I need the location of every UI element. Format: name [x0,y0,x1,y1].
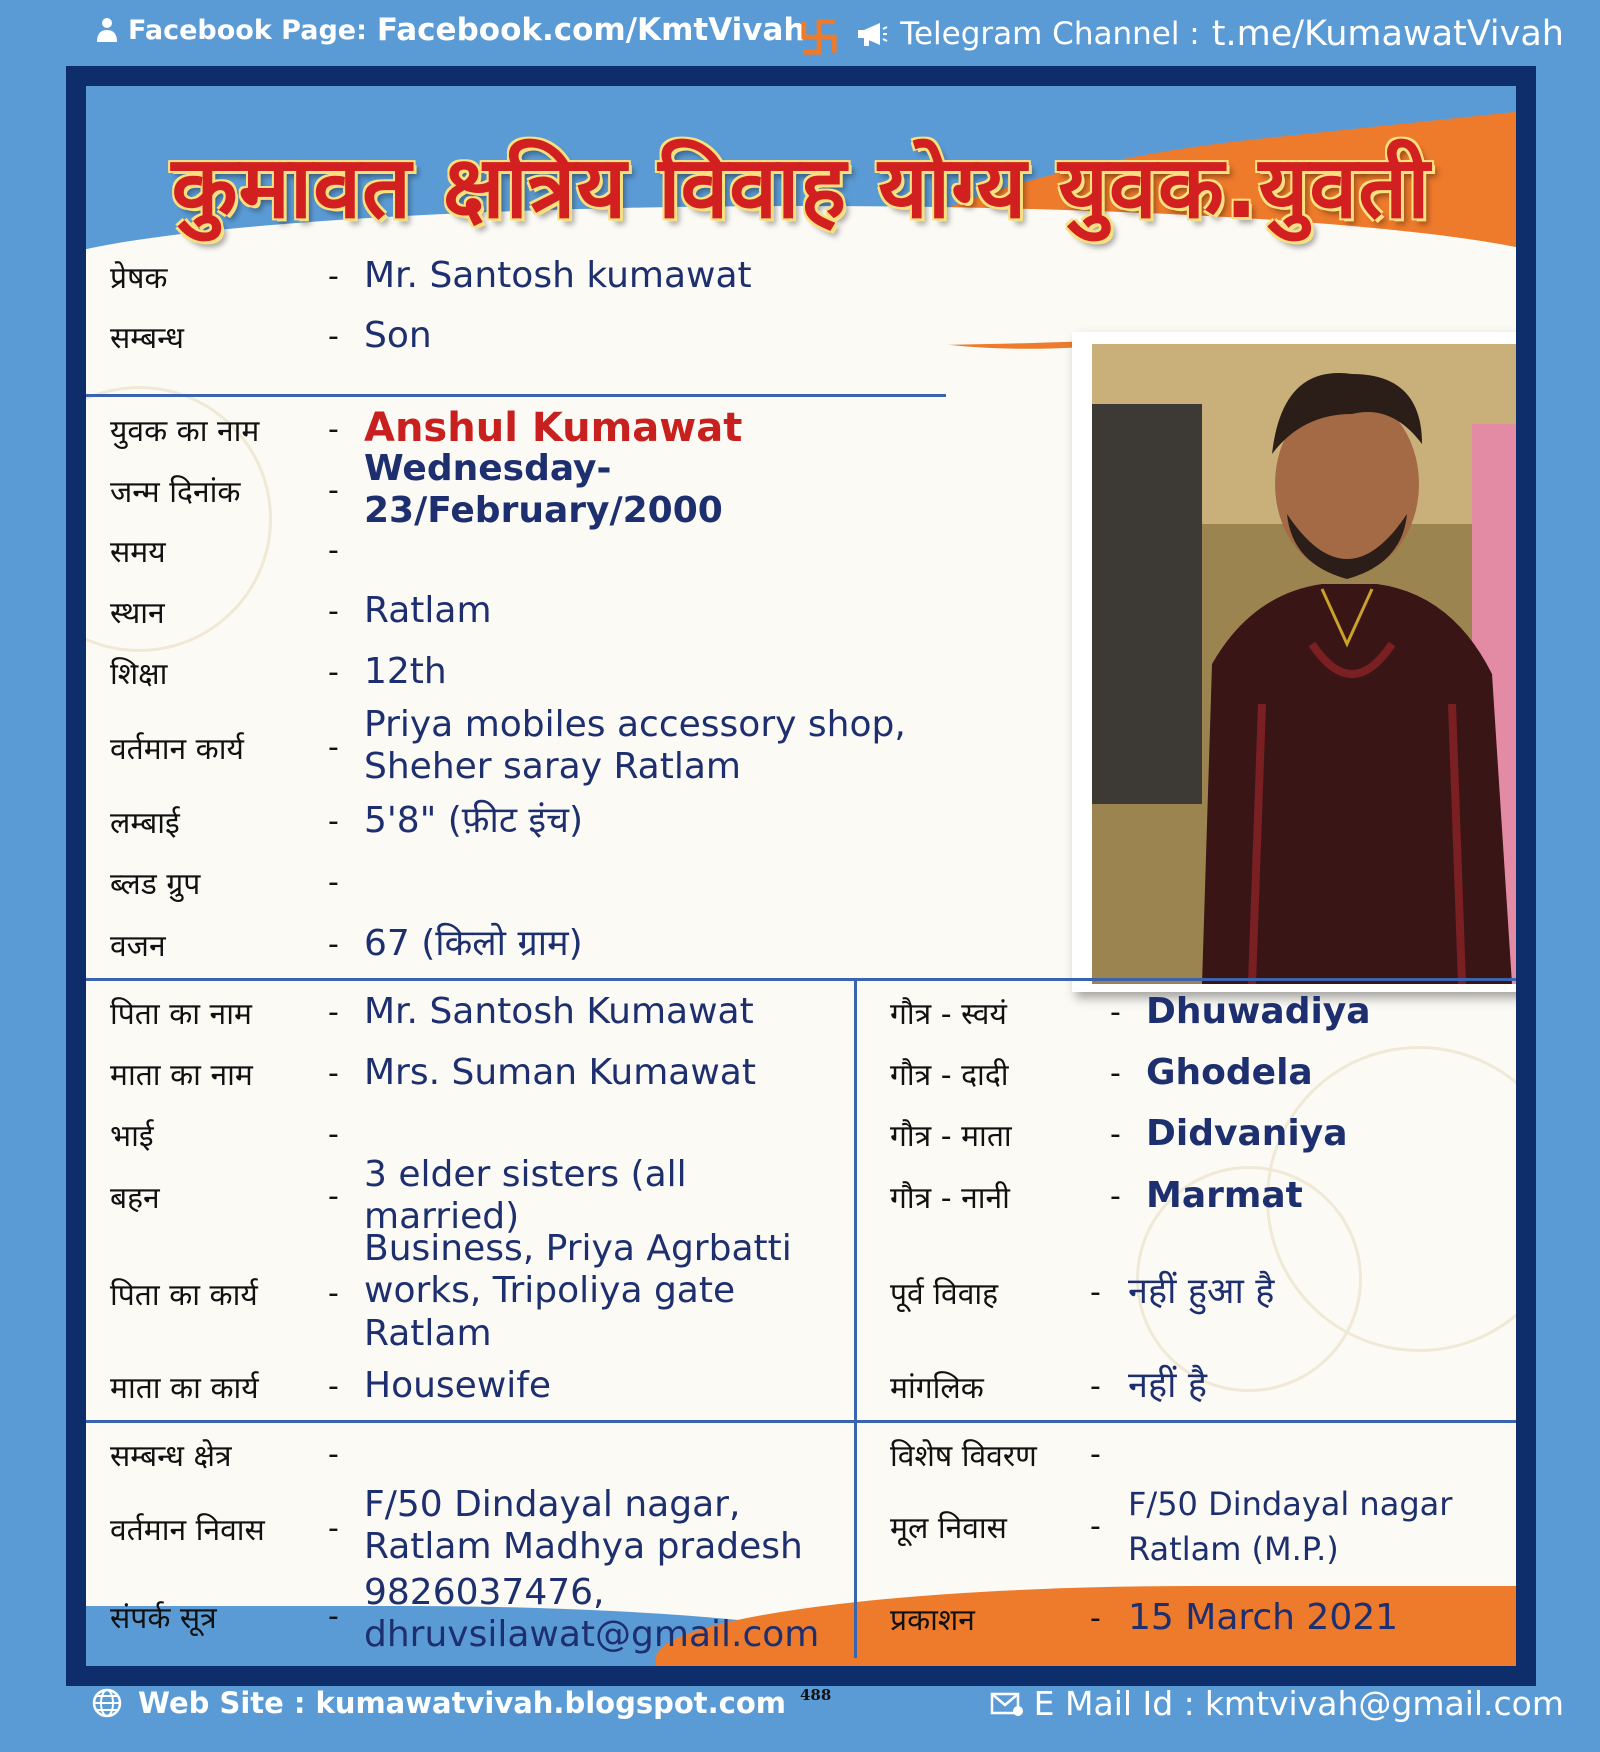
row-mother-occupation: माता का कार्य - Housewife [110,1364,552,1406]
value-mother-occupation: Housewife [364,1364,552,1406]
row-current-residence: वर्तमान निवास - F/50 Dindayal nagar, Ratlam Madhya pradesh [110,1484,803,1568]
label-relation: सम्बन्ध [110,320,184,356]
label-native-place: मूल निवास [890,1510,1007,1546]
label-brothers: भाई [110,1118,154,1154]
label-weight: वजन [110,928,166,964]
row-sisters: बहन - 3 elder sisters (all married) [110,1174,830,1218]
label-mother-occupation: माता का कार्य [110,1370,259,1406]
mail-icon [990,1691,1024,1717]
row-previous-marriage: पूर्व विवाह - नहीं हुआ है [890,1270,1275,1312]
value-birth-place: Ratlam [364,589,492,631]
contact-email[interactable]: dhruvsilawat@gmail.com [364,1614,820,1656]
telegram-channel-info [856,14,1564,54]
megaphone-icon [856,21,888,47]
row-mother-name: माता का नाम - Mrs. Suman Kumawat [110,1051,756,1093]
value-gotra-maternal-grandmother: Marmat [1146,1174,1303,1216]
value-sender: Mr. Santosh kumawat [364,254,752,296]
website-link[interactable]: kumawatvivah.blogspot.com [315,1686,786,1720]
label-blood-group: ब्लड ग्रुप [110,866,201,902]
top-header-bar [0,0,1600,70]
value-weight: 67 (किलो ग्राम) [364,922,583,964]
person-silhouette-icon [1092,344,1516,984]
value-sisters: 3 elder sisters (all married) [364,1153,687,1237]
value-occupation: Priya mobiles accessory shop, Sheher saray Ratlam [364,704,906,788]
website-label: Web Site : [138,1686,306,1720]
row-weight: वजन - 67 (किलो ग्राम) [110,922,583,964]
row-contact: संपर्क सूत्र - 9826037476, dhruvsilawat@gmail.com [110,1572,820,1656]
value-father-occupation: Business, Priya Agrbatti works, Tripoliya gate Ratlam [364,1228,792,1354]
section-divider [86,394,946,397]
row-relation: सम्बन्ध - Son [110,314,432,356]
contact-phone[interactable]: 9826037476, [364,1572,605,1613]
label-gotra-self: गौत्र - स्वयं [890,996,1007,1032]
value-previous-marriage: नहीं हुआ है [1128,1270,1275,1312]
section-divider [86,978,1516,981]
row-education: शिक्षा - 12th [110,650,447,692]
label-education: शिक्षा [110,656,168,692]
value-current-residence: F/50 Dindayal nagar, Ratlam Madhya pradesh [364,1484,803,1568]
candidate-photo-frame [1072,332,1516,992]
label-groom-name: युवक का नाम [110,413,260,449]
value-groom-name: Anshul Kumawat [364,405,743,452]
row-native-place: मूल निवास - F/50 Dindayal nagar Ratlam (M.P.) [890,1482,1490,1570]
value-height: 5'8" (फ़ीट इंच) [364,799,584,841]
website-info [92,1686,786,1720]
email-link[interactable]: kmtvivah@gmail.com [1204,1684,1564,1723]
row-gotra-mother: गौत्र - माता - Didvaniya [890,1112,1348,1154]
row-occupation: वर्तमान कार्य - Priya mobiles accessory shop, Sheher saray Ratlam [110,704,906,788]
row-father-name: पिता का नाम - Mr. Santosh Kumawat [110,990,754,1032]
label-father-occupation: पिता का कार्य [110,1277,258,1313]
row-brothers: भाई - [110,1112,830,1156]
row-birth-date: जन्म दिनांक - Wednesday-23/February/2000 [110,468,910,512]
facebook-page-info [96,12,805,48]
row-special-details: विशेष विवरण - [890,1432,1490,1476]
label-gotra-mother: गौत्र - माता [890,1118,1012,1154]
value-manglik: नहीं है [1128,1364,1207,1406]
value-gotra-self: Dhuwadiya [1146,990,1371,1032]
row-groom-name: युवक का नाम - Anshul Kumawat [110,405,743,452]
footer-bar [0,1666,1600,1752]
value-gotra-mother: Didvaniya [1146,1112,1348,1154]
row-birth-time: समय - [110,528,870,572]
label-occupation: वर्तमान कार्य [110,731,244,767]
label-publication: प्रकाशन [890,1602,975,1638]
value-native-place: F/50 Dindayal nagar Ratlam (M.P.) [1128,1485,1453,1568]
label-sender: प्रेषक [110,260,168,296]
label-gotra-maternal-grandmother: गौत्र - नानी [890,1180,1010,1216]
row-gotra-maternal-grandmother: गौत्र - नानी - Marmat [890,1174,1303,1216]
candidate-photo [1092,344,1516,984]
label-father-name: पिता का नाम [110,996,252,1032]
email-info [990,1684,1564,1723]
value-mother-name: Mrs. Suman Kumawat [364,1051,756,1093]
value-relation: Son [364,314,432,356]
label-mother-name: माता का नाम [110,1057,253,1093]
label-sisters: बहन [110,1180,160,1216]
facebook-label: Facebook Page: [128,14,367,46]
value-education: 12th [364,650,447,692]
label-contact: संपर्क सूत्र [110,1600,217,1636]
page-title: कुमावत क्षत्रिय विवाह योग्य युवक.युवती [171,138,1431,238]
row-blood-group: ब्लड ग्रुप - [110,860,870,904]
row-height: लम्बाई - 5'8" (फ़ीट इंच) [110,799,584,841]
row-birth-place: स्थान - Ratlam [110,589,492,631]
row-father-occupation: पिता का कार्य - Business, Priya Agrbatti works, Tripoliya gate Ratlam [110,1228,792,1354]
label-current-residence: वर्तमान निवास [110,1512,265,1548]
value-gotra-grandmother: Ghodela [1146,1051,1313,1093]
row-gotra-grandmother: गौत्र - दादी - Ghodela [890,1051,1313,1093]
row-gotra-self: गौत्र - स्वयं - Dhuwadiya [890,990,1371,1032]
label-height: लम्बाई [110,805,180,841]
swastika-icon [800,18,838,56]
label-birth-place: स्थान [110,595,165,631]
row-sender: प्रेषक - Mr. Santosh kumawat [110,254,752,296]
row-relation-area: सम्बन्ध क्षेत्र - [110,1432,830,1476]
label-previous-marriage: पूर्व विवाह [890,1276,999,1312]
value-birth-date: Wednesday-23/February/2000 [364,447,723,531]
section-divider [86,1420,1516,1423]
telegram-link[interactable]: t.me/KumawatVivah [1211,14,1564,54]
value-publication: 15 March 2021 [1128,1596,1399,1638]
facebook-link[interactable]: Facebook.com/KmtVivah [376,12,806,48]
label-special-details: विशेष विवरण [890,1438,1037,1474]
column-divider [854,978,857,1658]
email-label: E Mail Id : [1033,1684,1195,1723]
label-manglik: मांगलिक [890,1370,984,1406]
page-number: 488 [800,1686,832,1704]
biodata-card [86,86,1516,1666]
label-birth-time: समय [110,534,166,570]
user-icon [96,17,118,43]
value-father-name: Mr. Santosh Kumawat [364,990,754,1032]
label-gotra-grandmother: गौत्र - दादी [890,1057,1009,1093]
telegram-label: Telegram Channel : [900,16,1200,52]
label-relation-area: सम्बन्ध क्षेत्र [110,1438,232,1474]
row-publication: प्रकाशन - 15 March 2021 [890,1596,1399,1638]
label-birth-date: जन्म दिनांक [110,474,241,510]
value-contact [364,1572,819,1657]
globe-icon [92,1688,122,1718]
row-manglik: मांगलिक - नहीं है [890,1364,1207,1406]
